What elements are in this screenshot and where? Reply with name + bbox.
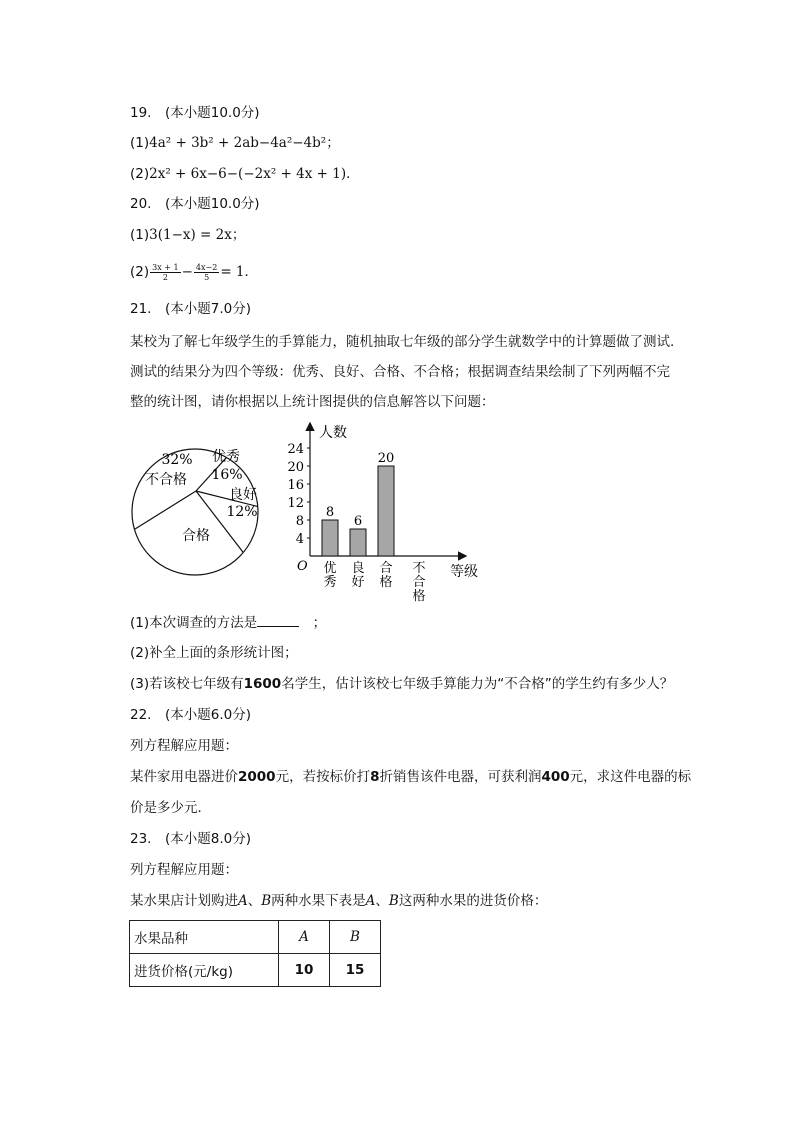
- pie-label-lh: 良好: [229, 487, 257, 503]
- q20-fraction-2-denominator: 5: [204, 272, 210, 282]
- q19-header: 19. (本小题10.0分): [130, 105, 260, 121]
- bar-y-tick-label: 12: [287, 496, 304, 511]
- q19-part2-expression: 2x² + 6x−6−(−2x² + 4x + 1)．: [149, 166, 360, 182]
- bar-y-tick-label: 20: [287, 460, 304, 475]
- q20-fraction-1: [150, 263, 180, 282]
- pie-label-yx-pct: 16%: [211, 467, 243, 483]
- q22-t4: 元，求这件电器的标: [569, 769, 692, 785]
- bar-value-label: 20: [377, 451, 395, 466]
- q19-part1-expression: 4a² + 3b² + 2ab−4a²−4b²；: [149, 135, 340, 151]
- table-cell-price-a: 10: [279, 954, 330, 987]
- q23-var-a2: A: [365, 893, 376, 909]
- q20-header: 20. (本小题10.0分): [130, 196, 260, 212]
- pie-label-bhg-pct: 32%: [161, 452, 193, 468]
- q22-n1: 2000: [238, 769, 276, 785]
- table-row: [130, 954, 381, 987]
- q21-header: 21. (本小题7.0分): [130, 301, 251, 317]
- q23-t2: 、: [247, 893, 262, 909]
- table-header-b: B: [330, 921, 381, 954]
- bar-value-label: 8: [325, 505, 335, 520]
- q22-n3: 400: [541, 769, 570, 785]
- table-row: [130, 921, 381, 954]
- bar-origin-label: O: [297, 559, 308, 574]
- q20-fraction-1-numerator: 3x + 1: [152, 262, 179, 272]
- bar-y-tick-label: 16: [287, 478, 304, 493]
- bar-category-label: 良: [351, 561, 365, 576]
- bar-category-label: 合: [379, 561, 393, 576]
- bar-category-label: 好: [351, 575, 365, 590]
- q20-fraction-2: [194, 263, 219, 282]
- table-header-a: A: [279, 921, 330, 954]
- q21-sub1-end: ；: [312, 615, 327, 631]
- q20-fraction-2-numerator: 4x−2: [195, 262, 218, 272]
- q21-sub3-post: 名学生，估计该校七年级手算能力为“不合格”的学生约有多少人？: [281, 676, 674, 692]
- bar-2: [378, 466, 394, 556]
- table-row-price-label: 进货价格(元/kg): [130, 954, 279, 987]
- q23-header: 23. (本小题8.0分): [130, 831, 251, 847]
- q22-line-2: 价是多少元．: [130, 800, 211, 816]
- bar-category-label: 秀: [323, 575, 337, 590]
- q23-var-b: B: [261, 893, 272, 909]
- q23-var-b2: B: [388, 893, 399, 909]
- pie-label-hg: 合格: [182, 528, 210, 544]
- q22-header: 22. (本小题6.0分): [130, 707, 251, 723]
- bar-value-label: 6: [353, 514, 363, 529]
- bar-category-label: 不: [412, 561, 426, 576]
- q23-t5: 这两种水果的进货价格：: [398, 893, 548, 909]
- table-header-variety: 水果品种: [130, 921, 279, 954]
- bar-chart: [285, 418, 495, 608]
- q23-var-a: A: [238, 893, 248, 909]
- q20-part2: [130, 262, 258, 282]
- q23-t1: 某水果店计划购进: [130, 893, 238, 909]
- pie-label-yx: 优秀: [212, 449, 240, 465]
- bar-x-axis-label: 等级: [450, 564, 478, 580]
- q23-t4: 、: [375, 893, 389, 909]
- q21-sub3-pre: (3)若该校七年级有: [130, 676, 244, 692]
- bar-category-label: 格: [379, 575, 393, 590]
- q19-part1: [130, 133, 340, 153]
- pie-label-lh-pct: 12%: [226, 504, 258, 520]
- q21-sub1-text: (1)本次调查的方法是: [130, 615, 258, 631]
- q22-line-1: [130, 767, 691, 787]
- q23-intro: 列方程解应用题：: [130, 862, 238, 878]
- bar-category-label: 格: [412, 589, 426, 604]
- q22-t3: 折销售该件电器，可获利润: [379, 769, 542, 785]
- bar-category-label: 合: [412, 575, 426, 590]
- q22-n2: 8: [370, 769, 380, 785]
- q22-intro: 列方程解应用题：: [130, 738, 238, 754]
- bar-category-label: 优: [323, 561, 337, 576]
- q19-part1-label: (1): [130, 135, 150, 151]
- q21-sub1-answer-blank[interactable]: [257, 612, 299, 627]
- pie-chart: [125, 433, 275, 593]
- q20-minus: −: [181, 264, 193, 280]
- q19-part2-label: (2): [130, 166, 150, 182]
- q22-t1: 某件家用电器进价: [130, 769, 238, 785]
- q22-t2: 元，若按标价打: [275, 769, 371, 785]
- pie-label-bhg: 不合格: [145, 472, 187, 488]
- table-cell-price-b: 15: [330, 954, 381, 987]
- bar-y-tick-label: 8: [295, 514, 304, 529]
- bar-0: [322, 520, 338, 556]
- fruit-price-table: [129, 920, 381, 987]
- q21-paragraph-line-3: 整的统计图，请你根据以上统计图提供的信息解答以下问题：: [130, 394, 495, 410]
- q19-part2: [130, 164, 360, 184]
- q20-part1-label: (1): [130, 227, 150, 243]
- q20-part1-expression: 3(1−x) = 2x；: [149, 227, 246, 243]
- pie-divider-hg-bhg: [134, 491, 196, 529]
- q21-sub1: [130, 612, 326, 633]
- bar-1: [350, 529, 366, 556]
- q21-paragraph-line-2: 测试的结果分为四个等级：优秀、良好、合格、不合格；根据调查结果绘制了下列两幅不完: [130, 364, 670, 380]
- q21-paragraph-line-1: 某校为了解七年级学生的手算能力，随机抽取七年级的部分学生就数学中的计算题做了测试.: [130, 334, 675, 350]
- q21-sub3: [130, 674, 673, 694]
- q23-line-1: [130, 891, 547, 911]
- q20-part2-label: (2): [130, 264, 150, 280]
- bar-y-axis-label: 人数: [319, 425, 347, 441]
- q20-part2-rest: = 1．: [220, 264, 259, 280]
- q20-part1: [130, 225, 245, 245]
- q21-sub2: (2)补全上面的条形统计图；: [130, 645, 298, 661]
- q21-sub3-number: 1600: [243, 676, 282, 692]
- q23-t3: 两种水果下表是: [271, 893, 366, 909]
- q20-fraction-1-denominator: 2: [162, 272, 168, 282]
- bar-y-tick-label: 4: [295, 532, 304, 547]
- bar-y-tick-label: 24: [287, 442, 304, 457]
